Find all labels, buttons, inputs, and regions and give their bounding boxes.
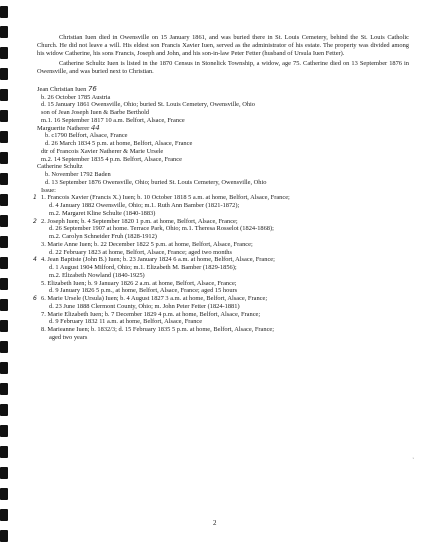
binder-hole	[0, 404, 8, 416]
child-line: 7. Marie Elizabeth Iuen; b. 7 December 1829 4 p.m. at home, Belfort, Alsace, France;	[41, 310, 261, 318]
binder-hole	[0, 6, 8, 18]
binder-hole	[0, 278, 8, 290]
spouse2-name: Catherine Schultz	[37, 163, 83, 171]
binder-hole	[0, 68, 8, 80]
binder-hole	[0, 467, 8, 479]
child-entry	[37, 280, 409, 296]
spouse2-died: d. 13 September 1876 Owensville, Ohio; buried St. Louis Cemetery, Owensville, Ohio	[45, 178, 267, 186]
child-line: d. 9 January 1826 5 p.m., at home, Belfort, Alsace, France; aged 15 hours	[49, 287, 238, 295]
child-line: d. 22 February 1823 at home, Belfort, Alsace, France; aged two months	[49, 248, 232, 256]
intro-paragraph: Catherine Schultz Iuen is listed in the 1870 Census in Stonelick Township, a widow, age 75. Catherine died on 13 September 1876 in Owensville, and was buried next to Christian.	[37, 60, 409, 75]
binder-hole	[0, 236, 8, 248]
handwritten-circle-mark: 2	[33, 217, 37, 225]
spouse1-born: b. c1790 Belfort, Alsace, France	[45, 132, 128, 140]
binder-hole	[0, 425, 8, 437]
child-line: m.2. Carolyn Schneider Fruh (1828-1912)	[49, 233, 157, 240]
spouse1-name: Marguerite Natherer	[37, 124, 90, 132]
binder-hole	[0, 131, 8, 143]
handwritten-circle-mark: 6	[33, 295, 37, 302]
handwritten-circle-mark: 1	[33, 194, 37, 202]
child-entry	[33, 194, 409, 217]
binder-hole	[0, 530, 8, 542]
handwritten-annotation: 76	[87, 84, 97, 93]
child-line: d. 23 June 1888 Clermont County, Ohio; m. John Peter Fetter (1824-1881)	[49, 302, 240, 310]
binder-hole	[0, 488, 8, 500]
binder-hole	[0, 257, 8, 269]
subject-died: d. 15 January 1861 Owensville, Ohio; buried St. Louis Cemetery, Owensville, Ohio	[41, 101, 255, 109]
child-line: d. 4 January 1882 Owensville, Ohio; m.1. Ruth Ann Bamber (1821-1872);	[49, 202, 240, 209]
child-line: d. 26 September 1907 at home. Terrace Park, Ohio; m.1. Theresa Rosselot (1824-1868);	[49, 225, 274, 233]
binder-hole	[0, 446, 8, 458]
child-entry	[33, 295, 409, 311]
binder-hole	[0, 110, 8, 122]
binder-hole	[0, 362, 8, 374]
child-line: 3. Marie Anne Iuen; b. 22 December 1822 5 p.m. at home, Belfort, Alsace, France;	[41, 240, 253, 248]
page-number: 2	[213, 519, 217, 527]
spouse1-died: d. 26 March 1834 5 p.m. at home, Belfort, Alsace, France	[45, 140, 193, 147]
binder-hole	[0, 173, 8, 185]
child-entry	[33, 256, 409, 279]
child-line: 8. Marieanne Iuen; b. 1832/3; d. 15 February 1835 5 p.m. at home, Belfort, Alsace, France;	[41, 326, 275, 333]
binder-hole	[0, 341, 8, 353]
binder-hole	[0, 299, 8, 311]
issue-label: Issue:	[41, 186, 56, 194]
child-line: d. 1 August 1904 Milford, Ohio; m.1. Elizabeth M. Bamber (1829-1856);	[49, 264, 237, 271]
binder-hole	[0, 47, 8, 59]
child-line: m.2. Margaret Kline Schulte (1840-1883)	[49, 209, 156, 217]
child-line: m.2. Elizabeth Nowland (1840-1925)	[49, 271, 145, 279]
spouse1-marriage-2: m.2. 14 September 1835 4 p.m. Belfort, Alsace, France	[41, 155, 182, 163]
child-line: 4. Jean Baptiste (John B.) Iuen; b. 23 January 1824 6 a.m. at home, Belfort, Alsace, France;	[41, 256, 275, 264]
child-entry	[37, 326, 409, 342]
child-entry	[37, 311, 409, 327]
binder-holes	[0, 0, 14, 550]
binder-hole	[0, 89, 8, 101]
binder-hole	[0, 215, 8, 227]
binder-hole	[0, 194, 8, 206]
child-entry	[33, 217, 409, 241]
binder-hole	[0, 26, 8, 38]
binder-hole	[0, 320, 8, 332]
child-line: 6. Marie Ursele (Ursula) Iuen; b. 4 August 1827 3 a.m. at home, Belfort, Alsace, France;	[41, 295, 268, 302]
pencil-mark: ʾ	[412, 457, 415, 465]
child-line: 1. Francois Xavier (Francis X.) Iuen; b. 10 October 1818 5 a.m. at home, Belfort, Alsace, France;	[41, 194, 290, 202]
intro-paragraph: Christian Iuen died in Owensville on 15 January 1861, and was buried there in St. Louis Cemetery, behind the St. Louis Catholic Church. He did not leave a will. His eldest son Francis Xavier Iuen, served as the administrator of his estate. The property was divided among his widow Catherine, his sons Francis, Joseph and John, and his son-in-law Peter Fetter (husband of Ursula Iuen Fetter).	[37, 34, 409, 57]
subject-name: Jean Christian Iuen	[37, 85, 87, 93]
binder-hole	[0, 383, 8, 395]
child-line: 5. Elizabeth Iuen; b. 9 January 1826 2 a.m. at home, Belfort, Alsace, France;	[41, 279, 237, 287]
spouse2-born: b. November 1792 Baden	[45, 171, 111, 178]
child-line: 2. Joseph Iuen; b. 4 September 1820 1 p.m. at home, Belfort, Alsace, France;	[41, 217, 238, 225]
subject-marriage-1: m.1. 16 September 1817 10 a.m. Belfort, Alsace, France	[41, 116, 185, 124]
child-line: aged two years	[49, 333, 88, 341]
genealogy-entry	[33, 84, 409, 342]
binder-hole	[0, 152, 8, 164]
subject-line	[37, 86, 409, 94]
binder-hole	[0, 509, 8, 521]
subject-parents: son of Jean Joseph Iuen & Barbe Berthold	[41, 109, 150, 116]
child-line: d. 9 February 1832 11 a.m. at home, Belfort, Alsace, France	[49, 318, 203, 326]
handwritten-annotation: 44	[90, 123, 100, 132]
spouse1-line	[37, 125, 409, 133]
spouse1-parents: dtr of Francois Xavier Natherer & Marie Ursele	[41, 147, 164, 155]
child-entry	[37, 241, 409, 257]
subject-born: b. 26 October 1785 Austria	[41, 93, 111, 101]
document-body	[33, 34, 409, 342]
handwritten-circle-mark: 4	[33, 256, 37, 264]
